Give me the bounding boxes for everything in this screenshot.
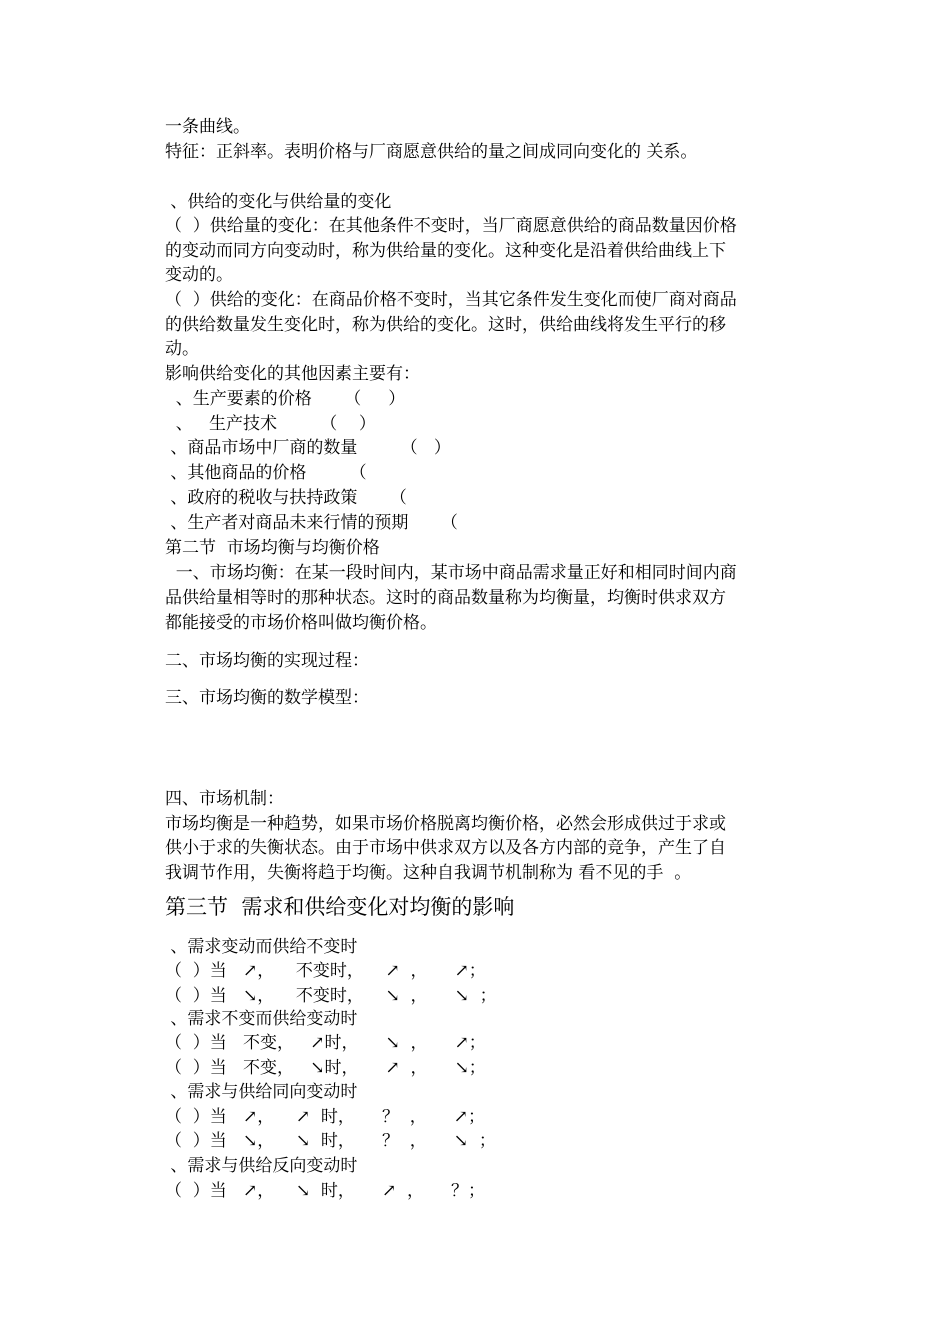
text-line: 市场均衡是一种趋势，如果市场价格脱离均衡价格，必然会形成供过于求或 xyxy=(165,814,726,834)
section-title: 第三节 需求和供给变化对均衡的影响 xyxy=(165,895,515,919)
text-line: 影响供给变化的其他因素主要有： xyxy=(165,364,420,384)
subheading: 三、市场均衡的数学模型： xyxy=(165,688,369,708)
text-line: 供小于求的失衡状态。由于市场中供求双方以及各方内部的竞争，产生了自 xyxy=(165,838,726,858)
text-line: （ ）当 ↗， 不变时， ↗ ， ↗； xyxy=(165,961,486,981)
text-line: （ ）供给的变化：在商品价格不变时，当其它条件发生变化而使厂商对商品 xyxy=(165,290,737,310)
text-line: （ ）当 ↘， 不变时， ↘ ， ↘ ； xyxy=(165,986,497,1006)
subheading: 二、市场均衡的实现过程： xyxy=(165,651,369,671)
section-heading: 、需求变动而供给不变时 xyxy=(165,937,358,957)
text-line: （ ）当 ↘， ↘ 时， ？ ， ↘ ； xyxy=(165,1131,496,1151)
section-heading: 、供给的变化与供给量的变化 xyxy=(165,192,392,212)
section-heading: 、需求与供给反向变动时 xyxy=(165,1156,358,1176)
text-line: （ ）供给量的变化：在其他条件不变时，当厂商愿意供给的商品数量因价格 xyxy=(165,216,737,236)
text-line: 特征：正斜率。表明价格与厂商愿意供给的量之间成同向变化的 关系。 xyxy=(165,142,698,162)
text-line: （ ）当 不变， ↘时， ↗ ， ↘； xyxy=(165,1058,486,1078)
list-item: 、其他商品的价格 （ xyxy=(165,463,367,483)
text-line: 的供给数量发生变化时，称为供给的变化。这时，供给曲线将发生平行的移 xyxy=(165,315,726,335)
list-item: 、 生产技术 （ ） xyxy=(165,414,376,434)
text-line: 都能接受的市场价格叫做均衡价格。 xyxy=(165,613,437,633)
list-item: 、生产者对商品未来行情的预期 （ xyxy=(165,513,458,533)
text-line: 变动的。 xyxy=(165,265,233,285)
list-item: 、商品市场中厂商的数量 （ ） xyxy=(165,438,451,458)
section-heading: 第二节 市场均衡与均衡价格 xyxy=(165,538,380,558)
list-item: 、政府的税收与扶持政策 （ xyxy=(165,488,407,508)
list-item: 、生产要素的价格 （ ） xyxy=(165,389,406,409)
text-line: 一、市场均衡：在某一段时间内，某市场中商品需求量正好和相同时间内商 xyxy=(165,563,737,583)
text-line: （ ）当 ↗， ↘ 时， ↗ ， ？； xyxy=(165,1181,486,1201)
text-line: 动。 xyxy=(165,339,199,359)
text-line: 一条曲线。 xyxy=(165,117,250,137)
section-heading: 、需求不变而供给变动时 xyxy=(165,1009,358,1029)
text-line: 的变动而同方向变动时，称为供给量的变化。这种变化是沿着供给曲线上下 xyxy=(165,241,726,261)
subheading: 四、市场机制： xyxy=(165,789,284,809)
text-line: 品供给量相等时的那种状态。这时的商品数量称为均衡量，均衡时供求双方 xyxy=(165,588,726,608)
section-heading: 、需求与供给同向变动时 xyxy=(165,1082,358,1102)
text-line: （ ）当 不变， ↗时， ↘ ， ↗； xyxy=(165,1033,486,1053)
text-line: 我调节作用，失衡将趋于均衡。这种自我调节机制称为 看不见的手 。 xyxy=(165,863,692,883)
text-line: （ ）当 ↗， ↗ 时， ？ ， ↗； xyxy=(165,1107,486,1127)
